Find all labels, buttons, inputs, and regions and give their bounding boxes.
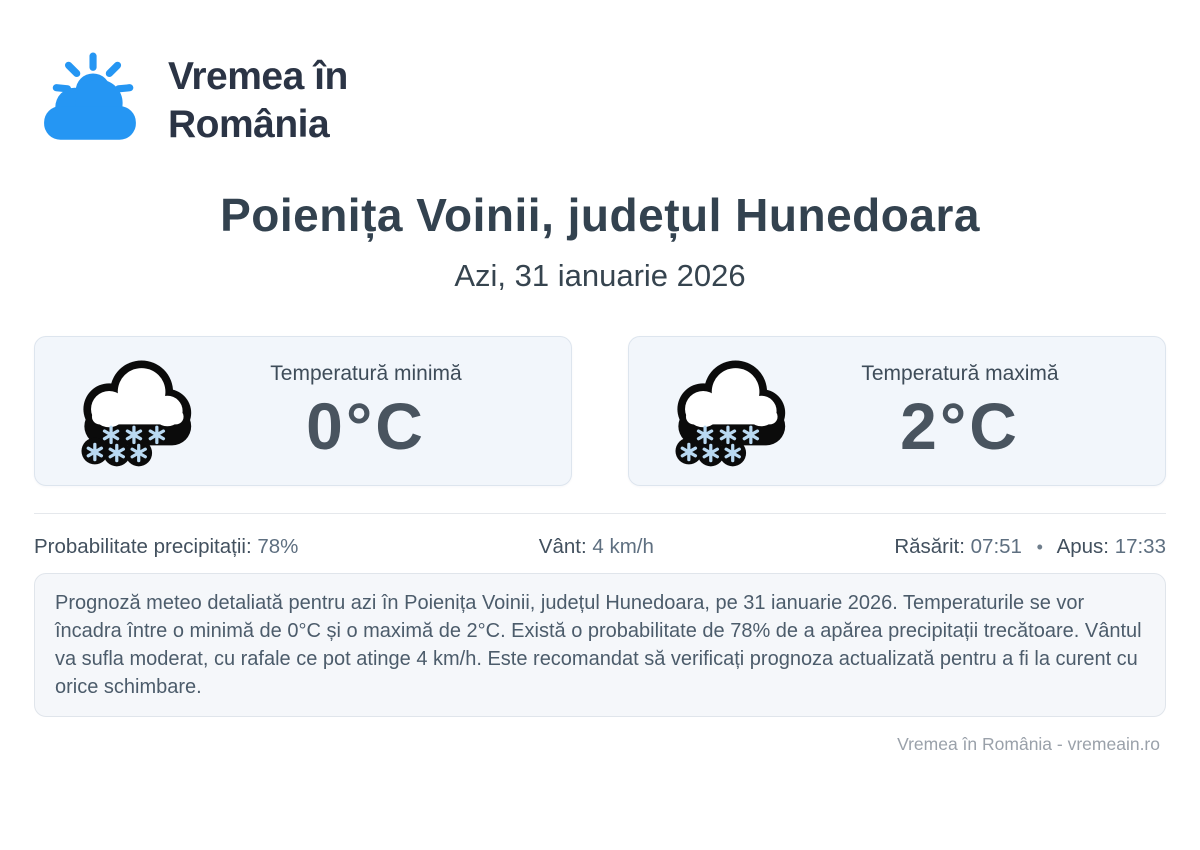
max-temperature-text [789, 361, 1165, 461]
min-temperature-value: 0°C [306, 389, 426, 463]
sunrise-value: 07:51 [970, 535, 1022, 558]
max-temperature-label: Temperatură maximă [861, 362, 1059, 385]
wind-label: Vânt: [538, 535, 587, 558]
site-title-line2: România [168, 103, 330, 146]
site-title [168, 53, 348, 149]
max-temperature-card [628, 336, 1166, 486]
snow-cloud-icon [71, 353, 195, 469]
temperature-cards [34, 336, 1166, 486]
sunrise-label: Răsărit: [894, 535, 965, 558]
footer-credit: Vremea în România - vremeain.ro [897, 734, 1160, 754]
min-temperature-card [34, 336, 572, 486]
precipitation-value: 78% [257, 535, 299, 558]
max-temperature-value: 2°C [900, 389, 1020, 463]
forecast-description: Prognoză meteo detaliată pentru azi în Poienița Voinii, județul Hunedoara, pe 31 ianuarie 2026. Temperaturile se vor încadra între o minimă de 0°C și o maximă de 2°C. Există o probabilitate de 78% de a apărea precipitații trecătoare. Vântul va sufla moderat, cu rafale ce pot atinge 4 km/h. Este recomandat să verificați prognoza actualizată pentru a fi la curent cu orice schimbare. [34, 573, 1166, 717]
site-logo [40, 50, 1200, 152]
wind-value: 4 km/h [592, 535, 654, 558]
dot-separator: • [1036, 537, 1043, 557]
precipitation-stat [34, 534, 298, 560]
snow-cloud-icon [665, 353, 789, 469]
weather-page [0, 50, 1200, 850]
date-subtitle: Azi, 31 ianuarie 2026 [454, 258, 746, 293]
sunset-label: Apus: [1056, 535, 1109, 558]
stats-row [34, 513, 1166, 560]
min-temperature-label: Temperatură minimă [270, 362, 462, 385]
min-temperature-text [195, 361, 571, 461]
site-title-line1: Vremea în [168, 55, 348, 98]
sunset-value: 17:33 [1114, 535, 1166, 558]
sun-stat [894, 534, 1166, 560]
location-title: Poienița Voinii, județul Hunedoara [220, 189, 980, 241]
wind-stat [539, 534, 654, 560]
sun-cloud-icon [40, 50, 142, 152]
precipitation-label: Probabilitate precipitații: [34, 535, 252, 558]
